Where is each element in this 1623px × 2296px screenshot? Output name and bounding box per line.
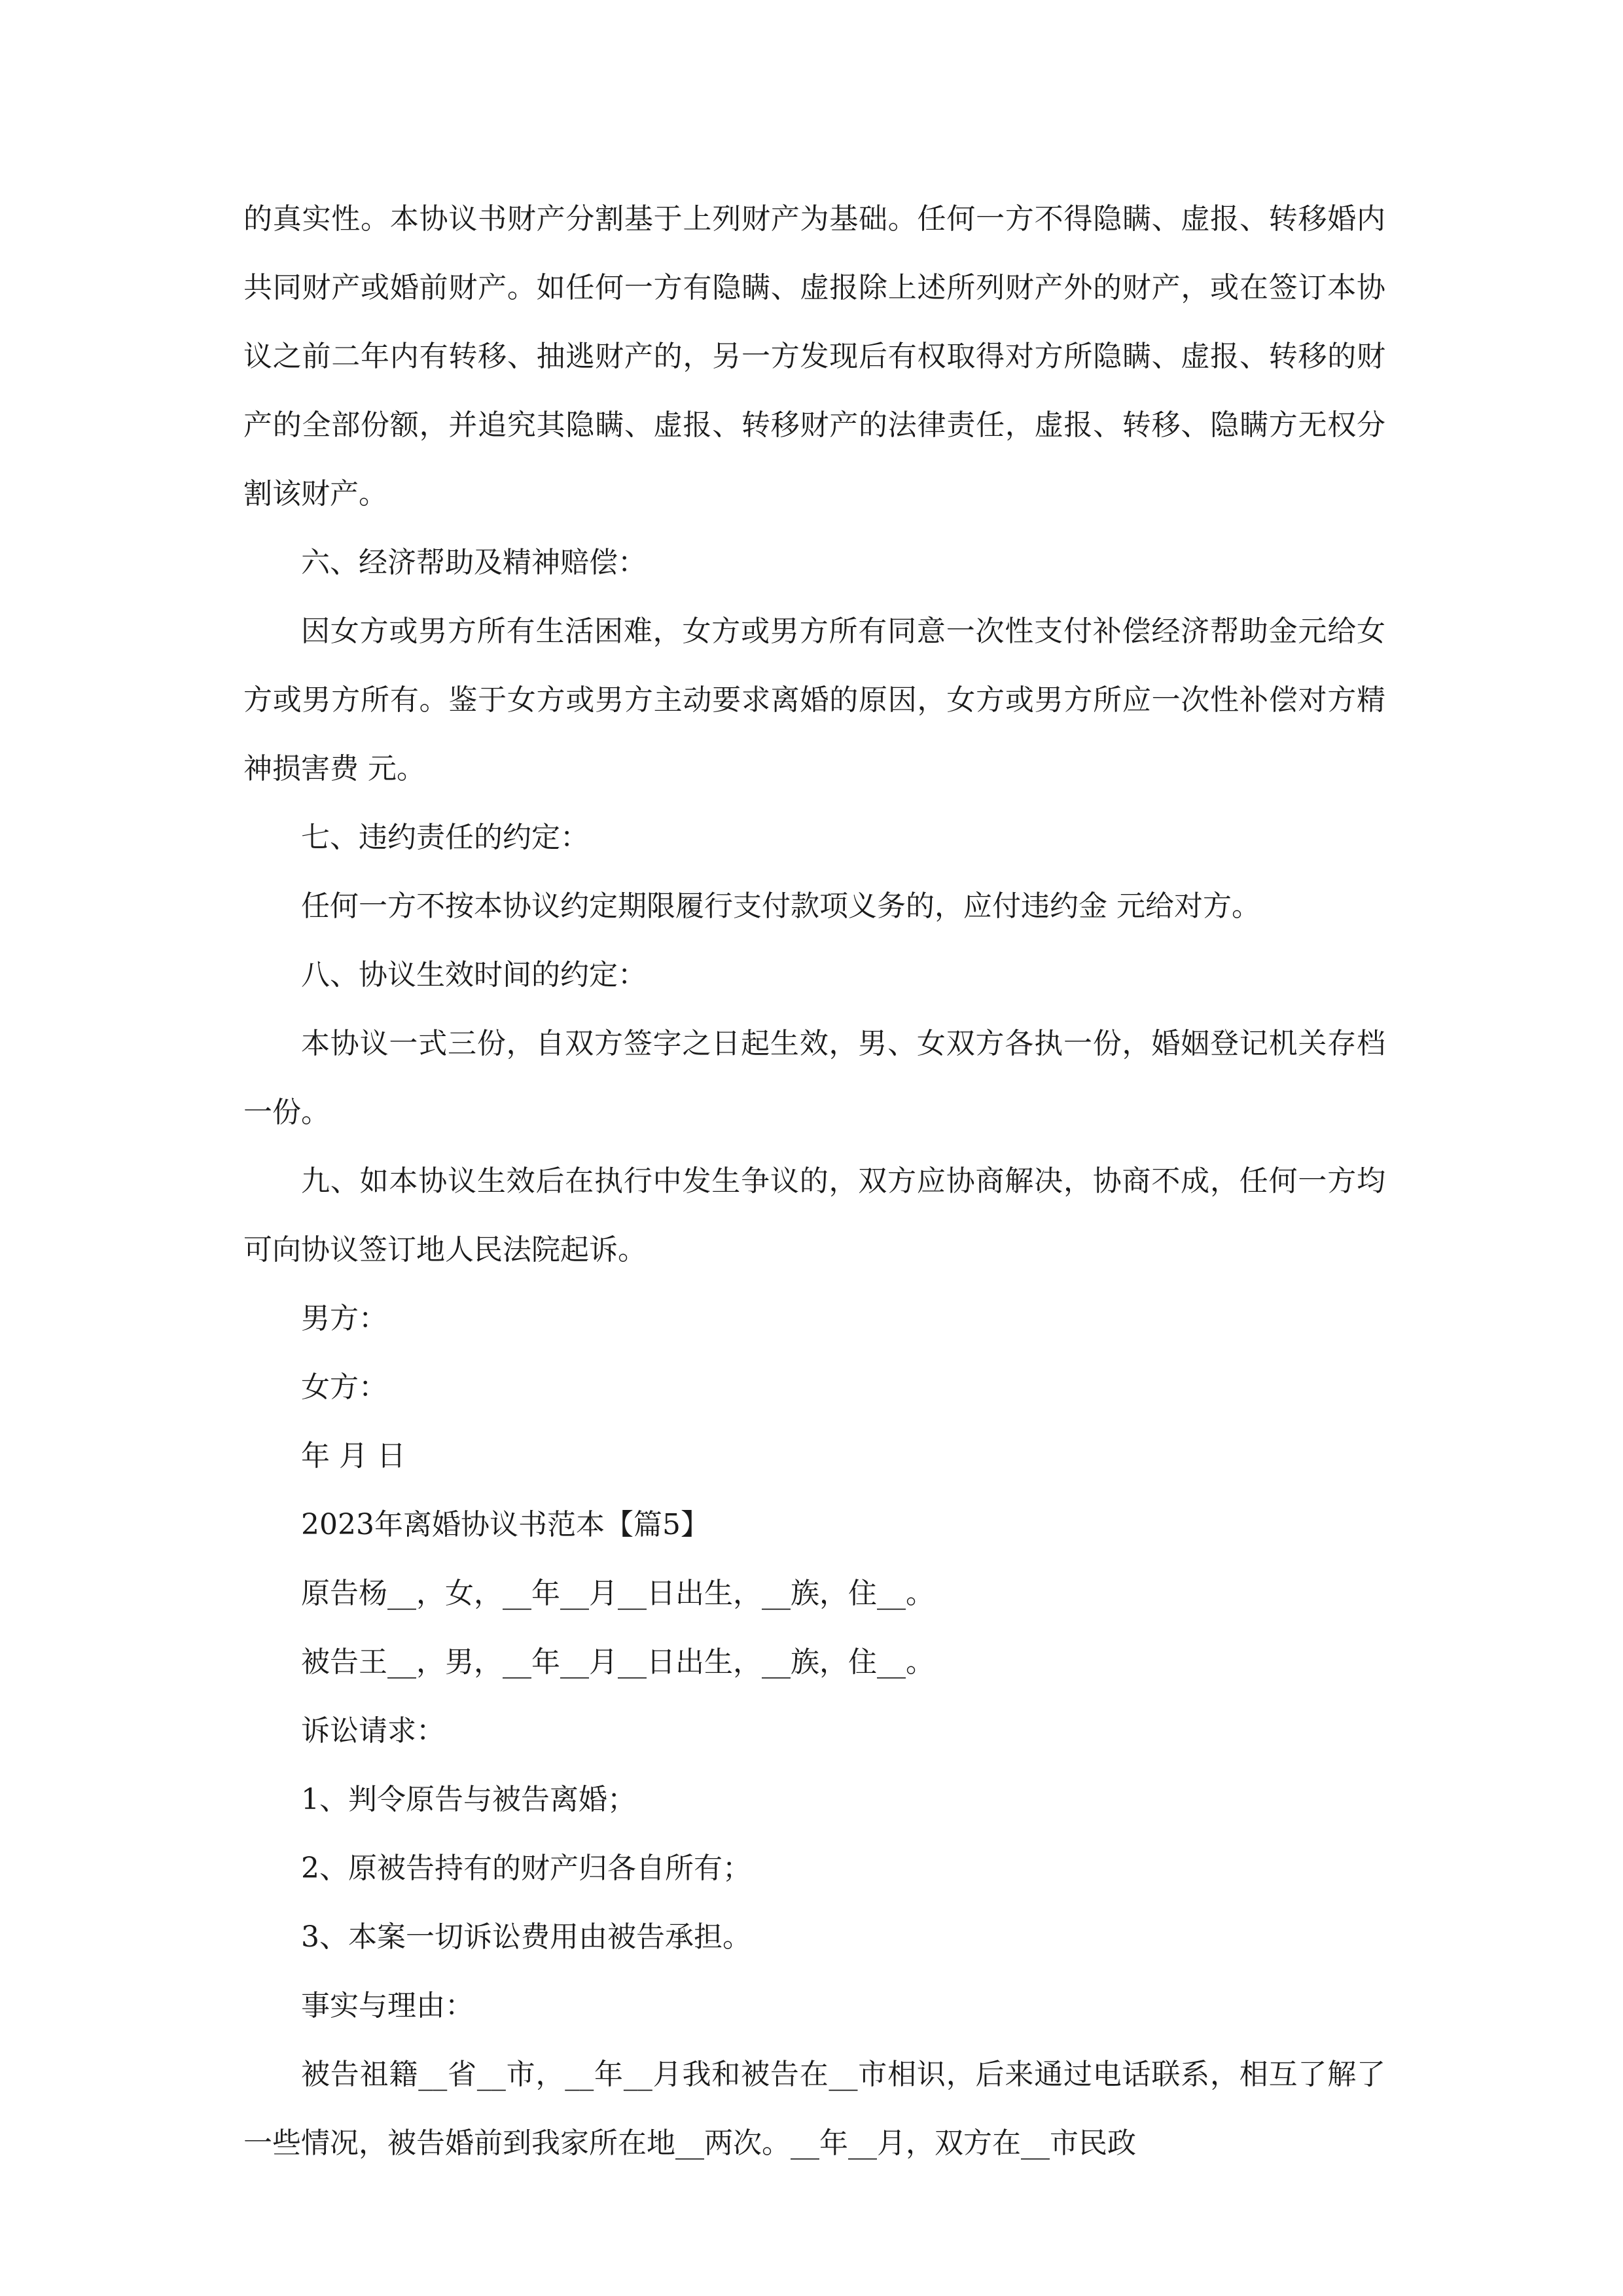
paragraph: 因女方或男方所有生活困难，女方或男方所有同意一次性支付补偿经济帮助金元给女方或男方所有。鉴于女方或男方主动要求离婚的原因，女方或男方所应一次性补偿对方精神损害费 元。 xyxy=(243,615,1385,785)
template-title: 2023年离婚协议书范本【篇5】 xyxy=(301,1508,709,1541)
list-item: 2、原被告持有的财产归各自所有； xyxy=(301,1852,751,1885)
plaintiff-info: 原告杨__，女，__年__月__日出生，__族，住__。 xyxy=(301,1577,935,1610)
section-heading: 诉讼请求： xyxy=(301,1714,445,1748)
paragraph: 的真实性。本协议书财产分割基于上列财产为基础。任何一方不得隐瞒、虚报、转移婚内共同财产或婚前财产。如任何一方有隐瞒、虚报除上述所列财产外的财产，或在签订本协议之前二年内有转移、抽逃财产的，另一方发现后有权取得对方所隐瞒、虚报、转移的财产的全部份额，并追究其隐瞒、虚报、转移财产的法律责任，虚报、转移、隐瞒方无权分割该财产。 xyxy=(243,202,1385,511)
paragraph: 本协议一式三份，自双方签字之日起生效，男、女双方各执一份，婚姻登记机关存档一份。 xyxy=(243,1027,1385,1129)
section-heading: 八、协议生效时间的约定： xyxy=(301,958,647,992)
section-heading: 六、经济帮助及精神赔偿： xyxy=(301,546,647,579)
paragraph: 被告祖籍__省__市，__年__月我和被告在__市相识，后来通过电话联系，相互了解了一些情况，被告婚前到我家所在地__两次。__年__月，双方在__市民政 xyxy=(243,2058,1385,2160)
document-body xyxy=(243,185,1385,2178)
paragraph: 九、如本协议生效后在执行中发生争议的，双方应协商解决，协商不成，任何一方均可向协议签订地人民法院起诉。 xyxy=(243,1164,1385,1266)
list-item: 1、判令原告与被告离婚； xyxy=(301,1783,636,1816)
section-heading: 事实与理由： xyxy=(301,1989,474,2022)
signature-line-female: 女方： xyxy=(301,1371,387,1404)
paragraph: 任何一方不按本协议约定期限履行支付款项义务的，应付违约金 元给对方。 xyxy=(301,889,1260,923)
section-heading: 七、违约责任的约定： xyxy=(301,821,589,854)
list-item: 3、本案一切诉讼费用由被告承担。 xyxy=(301,1920,751,1954)
date-line: 年 月 日 xyxy=(301,1439,406,1473)
signature-line-male: 男方： xyxy=(301,1302,387,1335)
defendant-info: 被告王__，男，__年__月__日出生，__族，住__。 xyxy=(301,1645,935,1679)
